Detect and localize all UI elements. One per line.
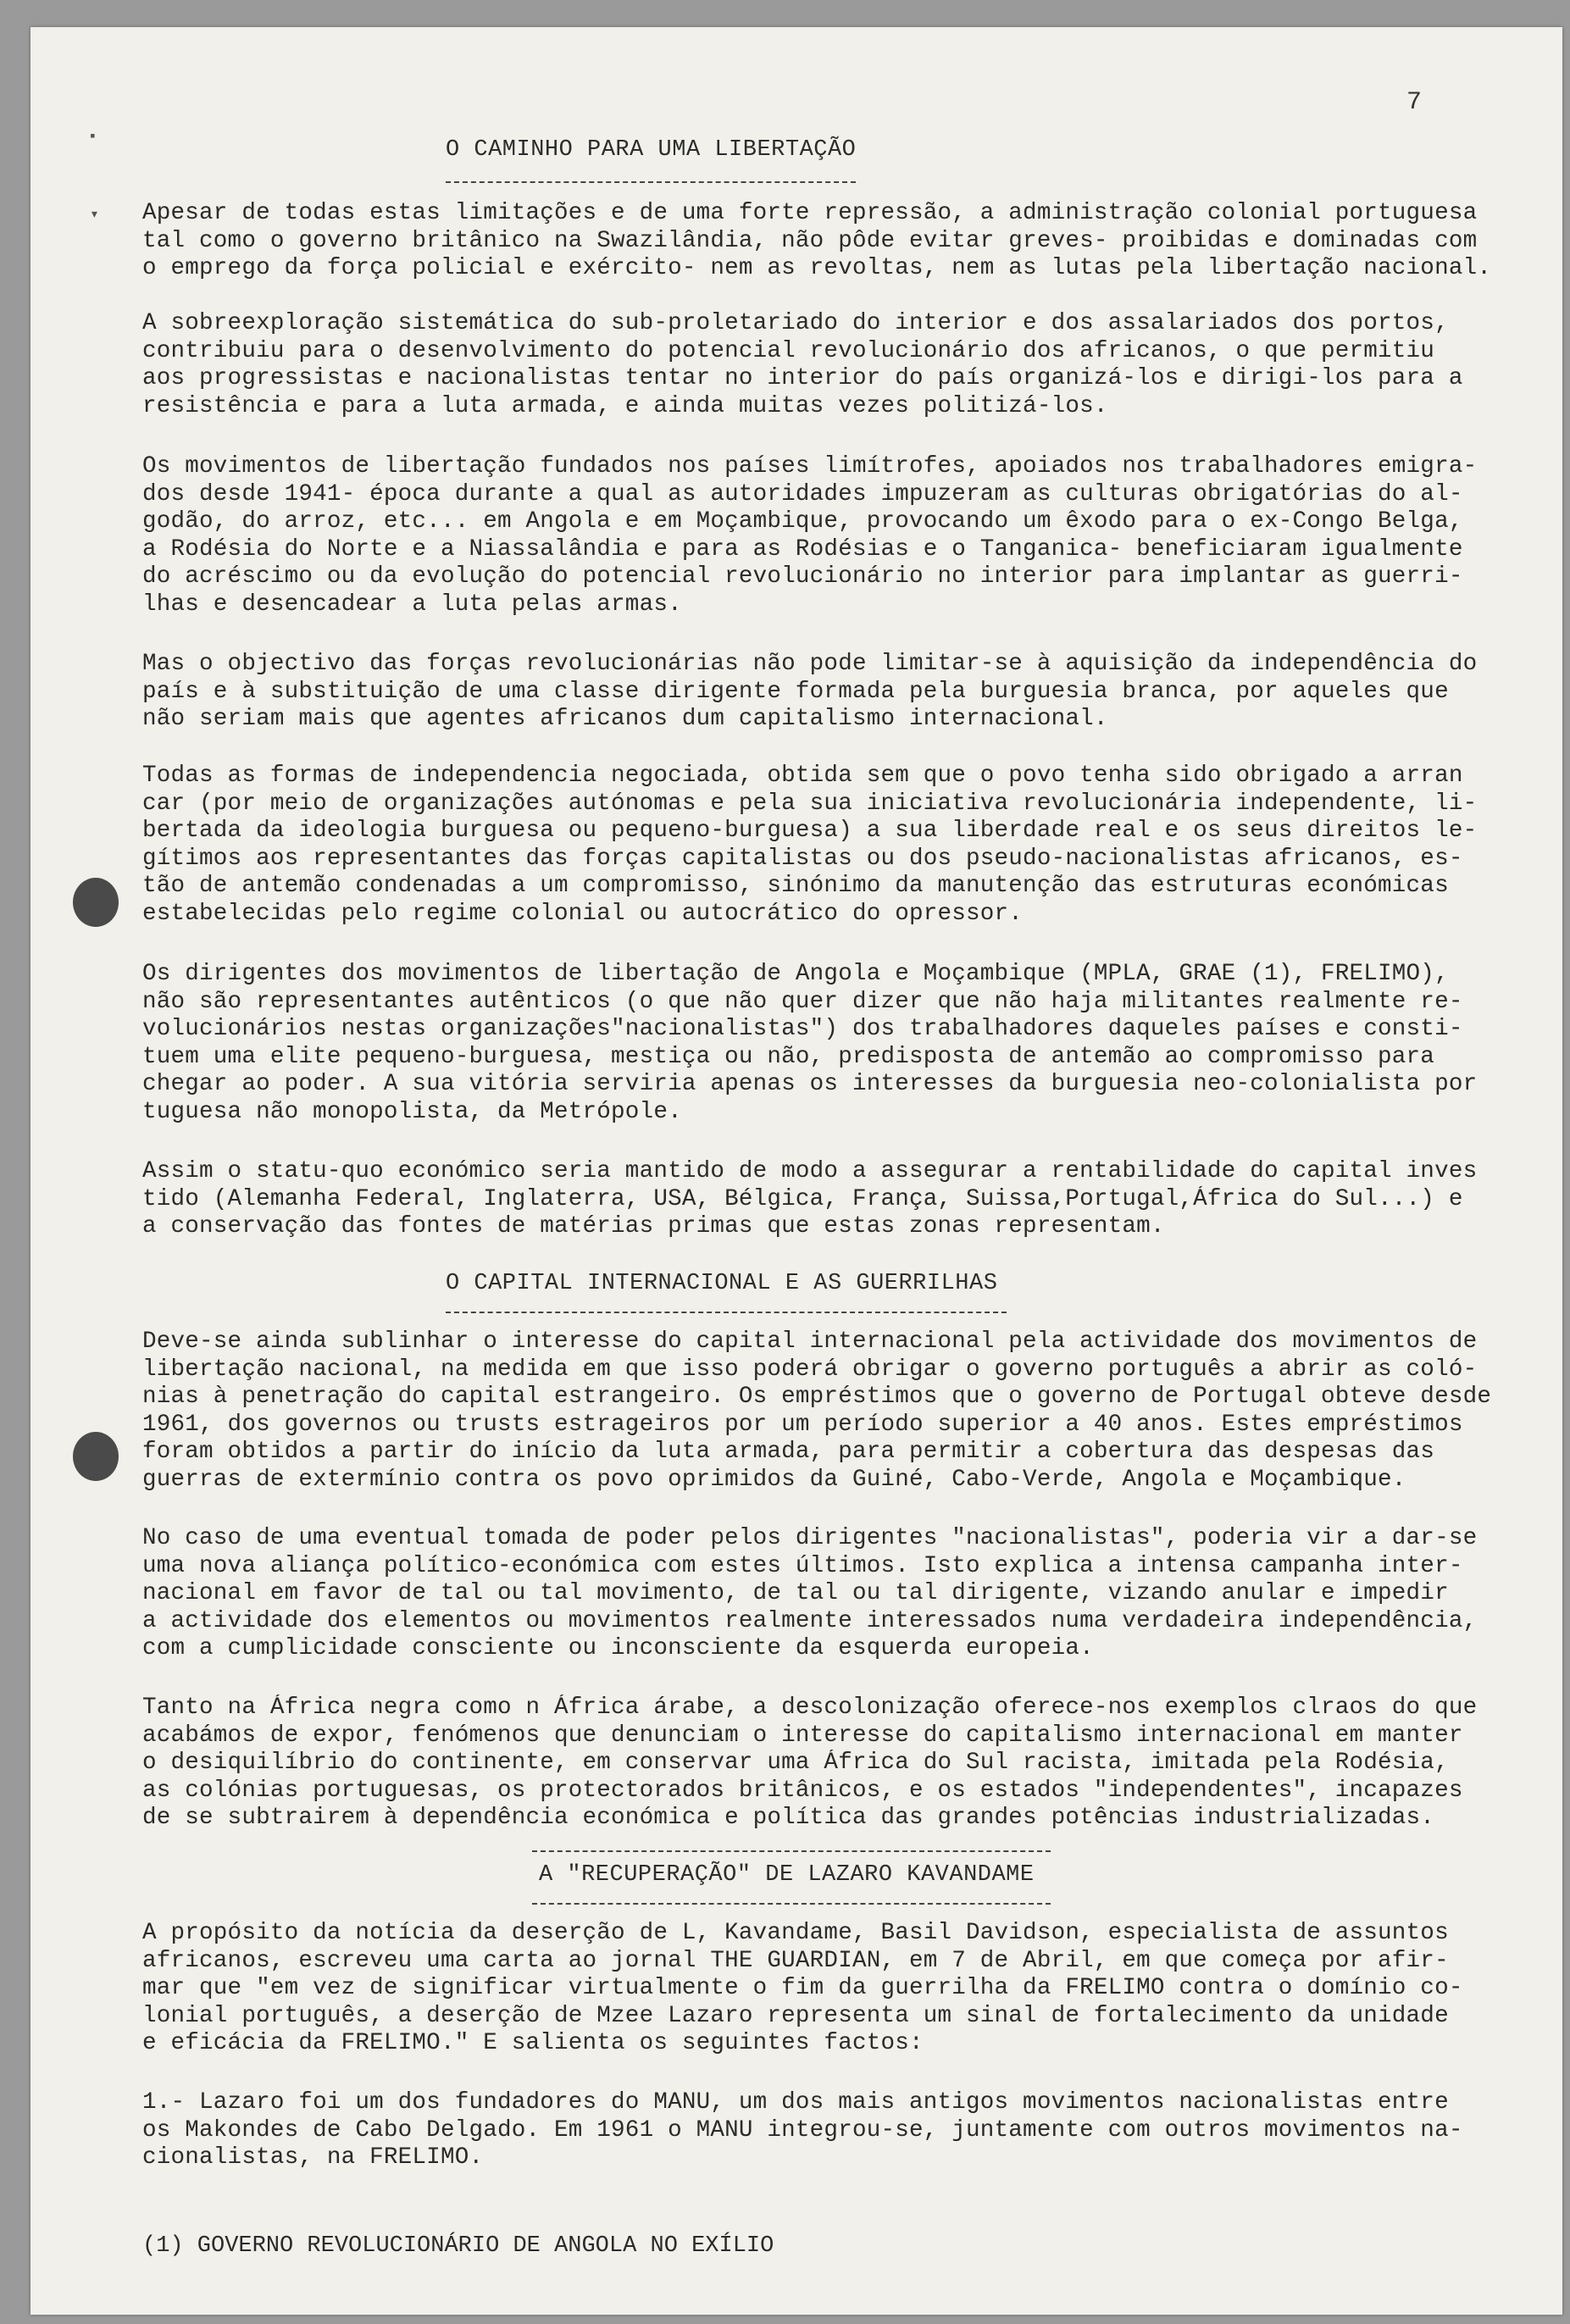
text-line: não seriam mais que agentes africanos dum capitalismo internacional. <box>142 706 1108 732</box>
text-line: a Rodésia do Norte e a Niassalândia e para as Rodésias e o Tanganica- beneficiaram igualmente <box>142 535 1463 563</box>
text-line: foram obtidos a partir do início da luta armada, para permitir a cobertura das despesas das <box>142 1439 1435 1465</box>
text-line: a conservação das fontes de matérias primas que estas zonas representam. <box>142 1213 1165 1240</box>
text-line: lhas e desencadear a luta pelas armas. <box>142 591 682 618</box>
text-line: guerras de extermínio contra os povo oprimidos da Guiné, Cabo-Verde, Angola e Moçambique. <box>142 1466 1406 1493</box>
section-heading: O CAPITAL INTERNACIONAL E AS GUERRILHAS <box>446 1271 998 1296</box>
text-line: Os movimentos de libertação fundados nos países limítrofes, apoiados nos trabalhadores emigra- <box>142 453 1478 480</box>
text-line: Os dirigentes dos movimentos de libertação de Angola e Moçambique (MPLA, GRAE (1), FRELIMO), <box>142 961 1449 987</box>
text-line: tal como o governo britânico na Swazilândia, não pôde evitar greves- proibidas e dominadas com <box>142 227 1478 254</box>
text-line: lonial português, a deserção de Mzee Lazaro representa um sinal de fortalecimento da unidade <box>142 2002 1449 2029</box>
text-line: país e à substituição de uma classe dirigente formada pela burguesia branca, por aqueles que <box>142 678 1449 705</box>
heading-overline <box>532 1850 1051 1852</box>
text-line: godão, do arroz, etc... em Angola e em Moçambique, provocando um êxodo para o ex-Congo Belga, <box>142 508 1463 535</box>
text-line: cionalistas, na FRELIMO. <box>142 2144 484 2171</box>
text-line: bertada da ideologia burguesa ou pequeno-burguesa) a sua liberdade real e os seus direitos le- <box>142 818 1478 844</box>
text-line: car (por meio de organizações autónomas e pela sua iniciativa revolucionária independente, li- <box>142 790 1478 817</box>
text-line: nias à penetração do capital estrangeiro. Os empréstimos que o governo de Portugal obteve desde <box>142 1384 1492 1410</box>
text-line: chegar ao poder. A sua vitória serviria apenas os interesses da burguesia neo-colonialista por <box>142 1071 1478 1097</box>
paragraph <box>142 651 1515 734</box>
text-line: o emprego da força policial e exército- nem as revoltas, nem as lutas pela libertação nacional. <box>142 255 1492 281</box>
paragraph <box>142 1328 1515 1494</box>
paragraph <box>142 763 1515 928</box>
section-heading: O CAMINHO PARA UMA LIBERTAÇÃO <box>446 137 857 163</box>
text-line: Mas o objectivo das forças revolucionárias não pode limitar-se à aquisição da independência do <box>142 651 1478 677</box>
text-line: nacional em favor de tal ou tal movimento, de tal ou tal dirigente, vizando anular e impedir <box>142 1580 1449 1606</box>
text-line: aos progressistas e nacionalistas tentar no interior do país organizá-los e dirigi-los para a <box>142 365 1463 391</box>
heading-underline <box>446 181 856 183</box>
text-line: libertação nacional, na medida em que isso poderá obrigar o governo português a abrir as coló- <box>142 1356 1478 1383</box>
text-line: volucionários nestas organizações"nacionalistas") dos trabalhadores daqueles países e consti- <box>142 1016 1463 1042</box>
paragraph <box>142 1158 1515 1241</box>
paragraph <box>142 310 1515 420</box>
paragraph <box>142 961 1515 1126</box>
page-number: 7 <box>1406 88 1423 117</box>
text-line: com a cumplicidade consciente ou inconsciente da esquerda europeia. <box>142 1635 1094 1661</box>
text-line: uma nova aliança político-económica com estes últimos. Isto explica a intensa campanha inter- <box>142 1552 1463 1579</box>
paragraph <box>142 1920 1515 2058</box>
paragraph <box>142 200 1515 283</box>
paragraph <box>142 1525 1515 1663</box>
text-line: dos desde 1941- época durante a qual as autoridades impuzeram as culturas obrigatórias do al- <box>142 480 1463 508</box>
text-line: de se subtrairem à dependência económica e política das grandes potências industrializadas. <box>142 1805 1435 1831</box>
heading-underline <box>446 1312 1007 1313</box>
paragraph <box>142 2089 1515 2172</box>
text-line: estabelecidas pelo regime colonial ou autocrático do opressor. <box>142 900 1024 927</box>
text-line: 1.- Lazaro foi um dos fundadores do MANU, um dos mais antigos movimentos nacionalistas entre <box>142 2089 1449 2116</box>
text-line: gítimos aos representantes das forças capitalistas ou dos pseudo-nacionalistas africanos, es- <box>142 845 1463 872</box>
text-line: Assim o statu-quo económico seria mantido de modo a assegurar a rentabilidade do capital inves <box>142 1158 1478 1184</box>
text-line: tido (Alemanha Federal, Inglaterra, USA, Bélgica, França, Suissa,Portugal,África do Sul...) e <box>142 1185 1463 1212</box>
paragraph <box>142 453 1515 618</box>
footnote: (1) GOVERNO REVOLUCIONÁRIO DE ANGOLA NO EXÍLIO <box>142 2233 774 2259</box>
text-line: as colónias portuguesas, os protectorados britânicos, e os estados "independentes", incapazes <box>142 1777 1463 1804</box>
text-line: Todas as formas de independencia negociada, obtida sem que o povo tenha sido obrigado a arran <box>142 763 1463 789</box>
text-line: A propósito da notícia da deserção de L, Kavandame, Basil Davidson, especialista de assuntos <box>142 1920 1449 1946</box>
text-line: a actividade dos elementos ou movimentos realmente interessados numa verdadeira independência, <box>142 1607 1478 1634</box>
text-line: Tanto na África negra como n África árabe, a descolonização oferece-nos exemplos clraos do que <box>142 1694 1478 1721</box>
text-line: tuguesa não monopolista, da Metrópole. <box>142 1098 682 1125</box>
section-heading: A "RECUPERAÇÃO" DE LAZARO KAVANDAME <box>539 1862 1035 1888</box>
text-line: 1961, dos governos ou trusts estrageiros por um período superior a 40 anos. Estes empréstimos <box>142 1411 1463 1438</box>
text-line: os Makondes de Cabo Delgado. Em 1961 o MANU integrou-se, juntamente com outros movimentos na- <box>142 2116 1463 2144</box>
text-line: tuem uma elite pequeno-burguesa, mestiça ou não, predisposta de antemão ao compromisso para <box>142 1043 1435 1070</box>
text-line: o desiquilíbrio do continente, em conservar uma África do Sul racista, imitada pela Rodésia, <box>142 1750 1449 1776</box>
punch-hole <box>73 1432 119 1481</box>
margin-mark: ▪ <box>88 129 97 146</box>
text-line: tão de antemão condenadas a um compromisso, sinónimo da manutenção das estruturas económicas <box>142 873 1449 899</box>
text-line: e eficácia da FRELIMO." E salienta os seguintes factos: <box>142 2030 924 2056</box>
text-line: Apesar de todas estas limitações e de uma forte repressão, a administração colonial portuguesa <box>142 200 1478 226</box>
paragraph <box>142 1694 1515 1833</box>
text-line: acabámos de expor, fenómenos que denunciam o interesse do capitalismo internacional em manter <box>142 1722 1463 1749</box>
text-line: contribuiu para o desenvolvimento do potencial revolucionário dos africanos, o que permitiu <box>142 337 1435 364</box>
text-line: Deve-se ainda sublinhar o interesse do capital internacional pela actividade dos movimentos de <box>142 1328 1478 1355</box>
punch-hole <box>73 878 119 927</box>
text-line: No caso de uma eventual tomada de poder pelos dirigentes "nacionalistas", poderia vir a dar-se <box>142 1525 1478 1551</box>
text-line: A sobreexploração sistemática do sub-proletariado do interior e dos assalariados dos portos, <box>142 310 1449 336</box>
margin-mark: ▾ <box>90 207 99 224</box>
text-line: do acréscimo ou da evolução do potencial revolucionário no interior para implantar as guerri- <box>142 563 1463 590</box>
text-line: mar que "em vez de significar virtualmente o fim da guerrilha da FRELIMO contra o domínio co- <box>142 1975 1463 2001</box>
text-line: resistência e para a luta armada, e ainda muitas vezes politizá-los. <box>142 392 1108 419</box>
text-line: não são representantes autênticos (o que não quer dizer que não haja militantes realmente re- <box>142 988 1463 1015</box>
text-line: africanos, escreveu uma carta ao jornal THE GUARDIAN, em 7 de Abril, em que começa por afir- <box>142 1947 1449 1974</box>
heading-underline <box>532 1903 1051 1905</box>
